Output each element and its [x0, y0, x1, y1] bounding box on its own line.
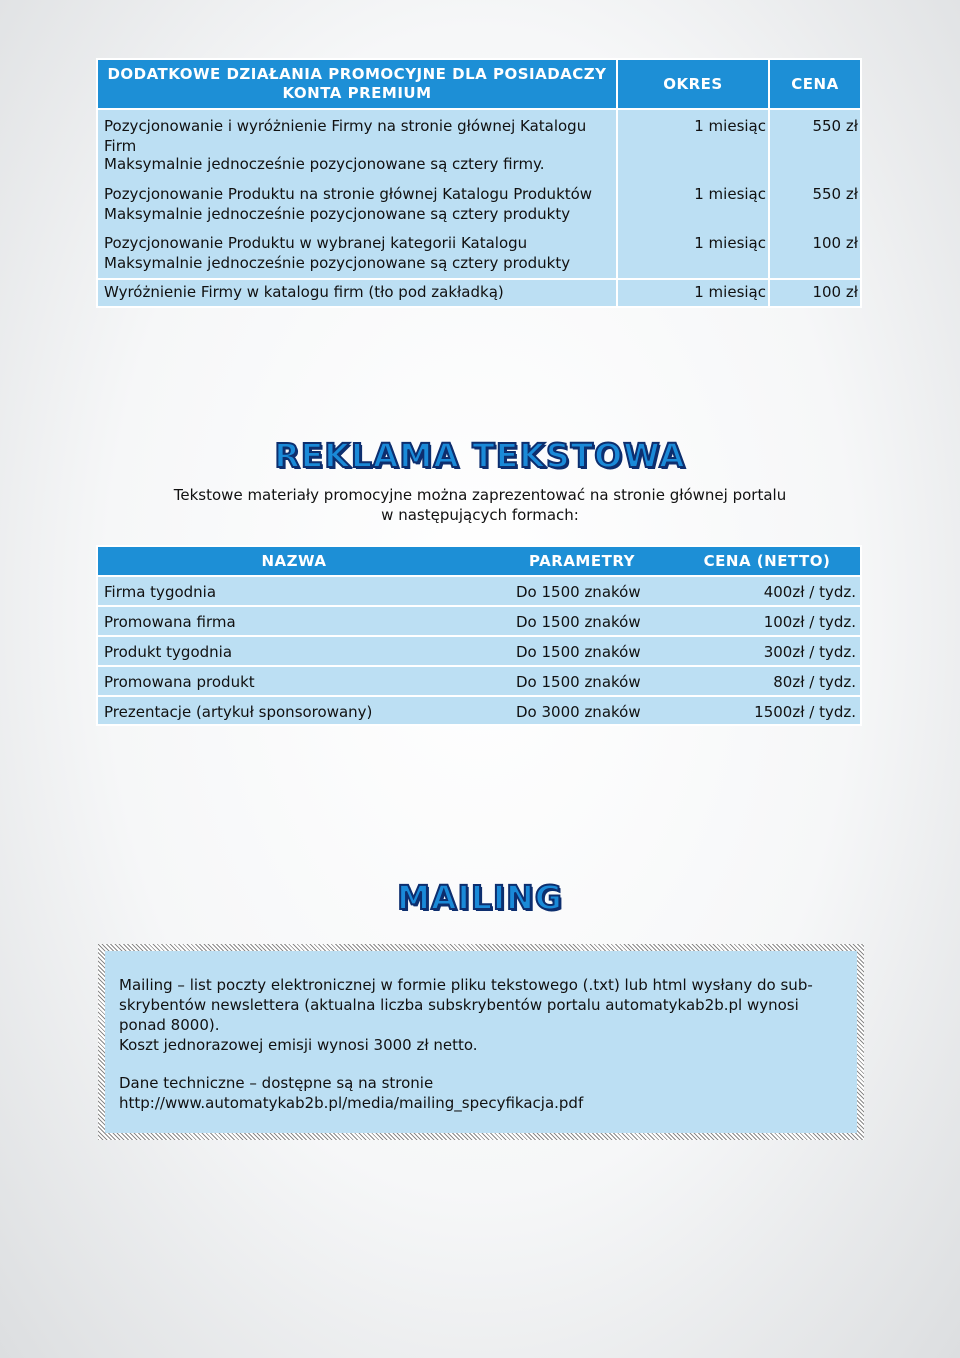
text-ads-row-3-name: Produkt tygodnia	[104, 643, 233, 661]
text-ads-row-4-price: 80zł / tydz.	[773, 673, 856, 691]
mailing-box	[98, 944, 864, 1140]
premium-row-1-period: 1 miesiąc	[694, 117, 766, 135]
premium-row-2-line2: Maksymalnie jednocześnie pozycjonowane są cztery produkty	[104, 205, 571, 223]
premium-row-3-line2: Maksymalnie jednocześnie pozycjonowane są cztery produkty	[104, 254, 571, 272]
premium-row-1-line1: Pozycjonowanie i wyróżnienie Firmy na stronie głównej Katalogu	[104, 117, 587, 135]
mailing-line-1: Mailing – list poczty elektronicznej w formie pliku tekstowego (.txt) lub html wysłany do sub-	[119, 976, 813, 994]
text-ads-intro-line1: Tekstowe materiały promocyjne można zaprezentować na stronie głównej portalu	[173, 486, 787, 504]
premium-row-2-period: 1 miesiąc	[694, 185, 766, 203]
text-ads-table	[96, 545, 862, 726]
premium-row-1-line3: Maksymalnie jednocześnie pozycjonowane są cztery firmy.	[104, 155, 545, 173]
premium-row-3-line1: Pozycjonowanie Produktu w wybranej kategorii Katalogu	[104, 234, 528, 252]
premium-col-period: OKRES	[618, 60, 768, 108]
premium-row-3-price: 100 zł	[812, 234, 858, 252]
premium-row-2-price: 550 zł	[812, 185, 858, 203]
text-ads-row-5-name: Prezentacje (artykuł sponsorowany)	[104, 703, 373, 721]
text-ads-row-1-name: Firma tygodnia	[104, 583, 217, 601]
text-ads-row-4-name: Promowana produkt	[104, 673, 255, 691]
text-ads-row-2-name: Promowana firma	[104, 613, 236, 631]
text-ads-col-price: CENA (NETTO)	[674, 547, 860, 575]
mailing-tech-link[interactable]: http://www.automatykab2b.pl/media/mailing_specyfikacja.pdf	[119, 1094, 584, 1112]
premium-row-4-period: 1 miesiąc	[694, 283, 766, 301]
text-ads-row-3-price: 300zł / tydz.	[763, 643, 856, 661]
premium-row-2-line1: Pozycjonowanie Produktu na stronie głównej Katalogu Produktów	[104, 185, 593, 203]
text-ads-col-name: NAZWA	[98, 547, 490, 575]
text-ads-row-3-params: Do 1500 znaków	[516, 643, 641, 661]
text-ads-row-5-price: 1500zł / tydz.	[754, 703, 856, 721]
text-ads-row-4-params: Do 1500 znaków	[516, 673, 641, 691]
mailing-tech-line-1: Dane techniczne – dostępne są na stronie	[119, 1074, 434, 1092]
text-ads-title: REKLAMA TEKSTOWA	[274, 436, 686, 475]
text-ads-row-1-price: 400zł / tydz.	[763, 583, 856, 601]
mailing-description	[119, 975, 854, 1113]
premium-heading	[98, 60, 616, 108]
text-ads-row-2-params: Do 1500 znaków	[516, 613, 641, 631]
mailing-line-4: Koszt jednorazowej emisji wynosi 3000 zł netto.	[119, 1036, 478, 1054]
premium-table	[96, 58, 862, 308]
mailing-line-3: ponad 8000).	[119, 1016, 220, 1034]
text-ads-row-5-params: Do 3000 znaków	[516, 703, 641, 721]
premium-row-4-line1: Wyróżnienie Firmy w katalogu firm (tło pod zakładką)	[104, 283, 504, 301]
text-ads-intro-line2: w następujących formach:	[381, 506, 579, 524]
mailing-title: MAILING	[397, 878, 563, 917]
mailing-line-2: skrybentów newslettera (aktualna liczba subskrybentów portalu automatykab2b.pl wynosi	[119, 996, 799, 1014]
text-ads-col-params: PARAMETRY	[490, 547, 674, 575]
premium-heading-line2: KONTA PREMIUM	[282, 84, 432, 102]
premium-col-price: CENA	[770, 60, 860, 108]
premium-row-4-price: 100 zł	[812, 283, 858, 301]
premium-row-1-price: 550 zł	[812, 117, 858, 135]
premium-heading-line1: DODATKOWE DZIAŁANIA PROMOCYJNE DLA POSIADACZY	[107, 65, 607, 83]
premium-row-3-period: 1 miesiąc	[694, 234, 766, 252]
premium-row-1-line2: Firm	[104, 137, 137, 155]
text-ads-row-1-params: Do 1500 znaków	[516, 583, 641, 601]
text-ads-row-2-price: 100zł / tydz.	[763, 613, 856, 631]
